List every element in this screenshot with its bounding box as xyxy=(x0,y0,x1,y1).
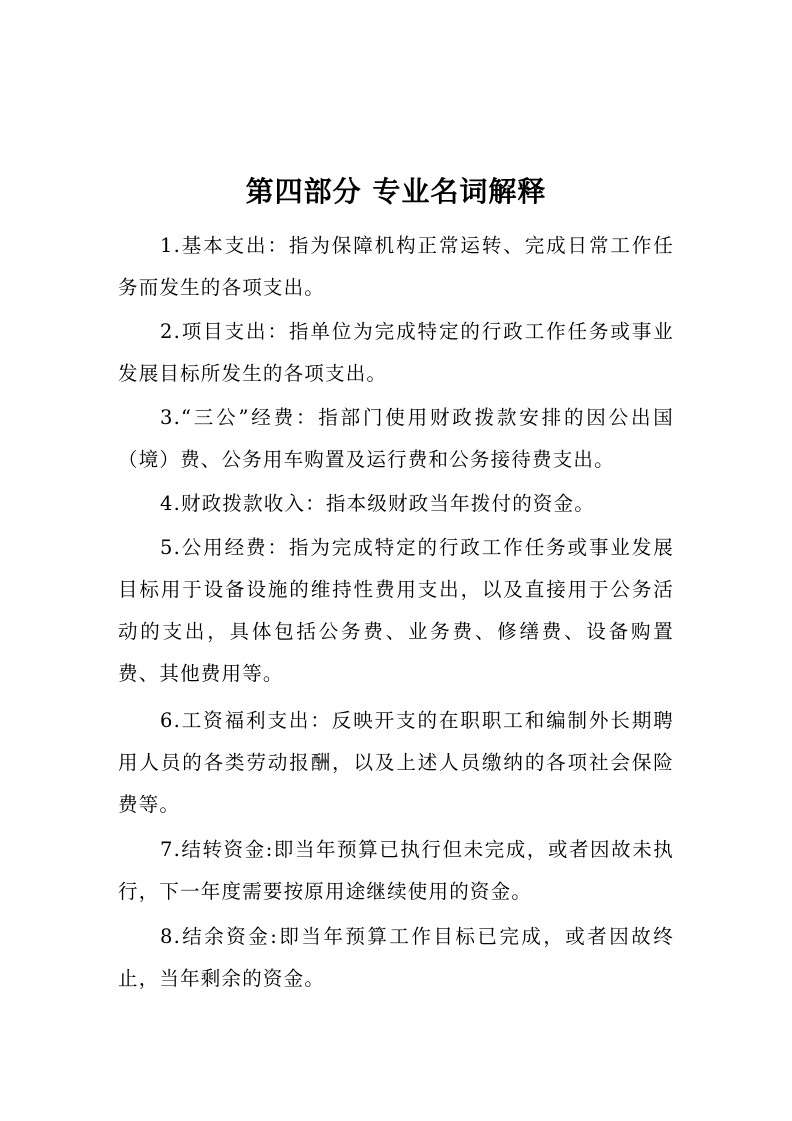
entry-definition: 指为保障机构正常运转、完成日常工作任务而发生的各项支出。 xyxy=(118,234,674,299)
entry-definition: 指本级财政当年拨付的资金。 xyxy=(325,492,596,515)
entry-term: 2.项目支出： xyxy=(160,320,289,343)
definition-entry-salary-welfare-expenditure xyxy=(118,700,674,826)
page-title: 第四部分 专业名词解释 xyxy=(245,175,547,208)
entry-term: 5.公用经费： xyxy=(160,536,289,559)
entry-definition: 指为完成特定的行政工作任务或事业发展目标用于设备设施的维持性费用支出，以及直接用于公务活动的支出，具体包括公务费、业务费、修缮费、设备购置费、其他费用等。 xyxy=(118,536,674,685)
definition-entry-project-expenditure xyxy=(118,311,674,395)
entry-definition: 即当年预算已执行但未完成，或者因故未执行，下一年度需要按原用途继续使用的资金。 xyxy=(118,838,674,903)
entry-term: 3.“三公”经费： xyxy=(160,406,319,429)
definition-entry-basic-expenditure xyxy=(118,225,674,309)
entry-term: 8.结余资金: xyxy=(160,925,279,948)
entry-definition: 反映开支的在职职工和编制外长期聘用人员的各类劳动报酬，以及上述人员缴纳的各项社会保险费等。 xyxy=(118,709,674,816)
entry-definition: 指部门使用财政拨款安排的因公出国（境）费、公务用车购置及运行费和公务接待费支出。 xyxy=(118,406,675,471)
entry-term: 6.工资福利支出： xyxy=(160,709,332,732)
definition-entry-three-public-funds xyxy=(118,397,674,481)
definition-entry-carryover-funds xyxy=(118,829,674,913)
entry-definition: 即当年预算工作目标已完成，或者因故终止，当年剩余的资金。 xyxy=(118,925,674,990)
entry-term: 4.财政拨款收入： xyxy=(160,492,326,515)
entry-definition: 指单位为完成特定的行政工作任务或事业发展目标所发生的各项支出。 xyxy=(118,320,674,385)
definition-entry-surplus-funds xyxy=(118,916,674,1000)
entry-term: 1.基本支出： xyxy=(160,234,289,257)
definition-entry-public-funds xyxy=(118,527,674,695)
entry-term: 7.结转资金: xyxy=(160,838,274,861)
definition-entry-fiscal-appropriation-income xyxy=(118,483,674,525)
